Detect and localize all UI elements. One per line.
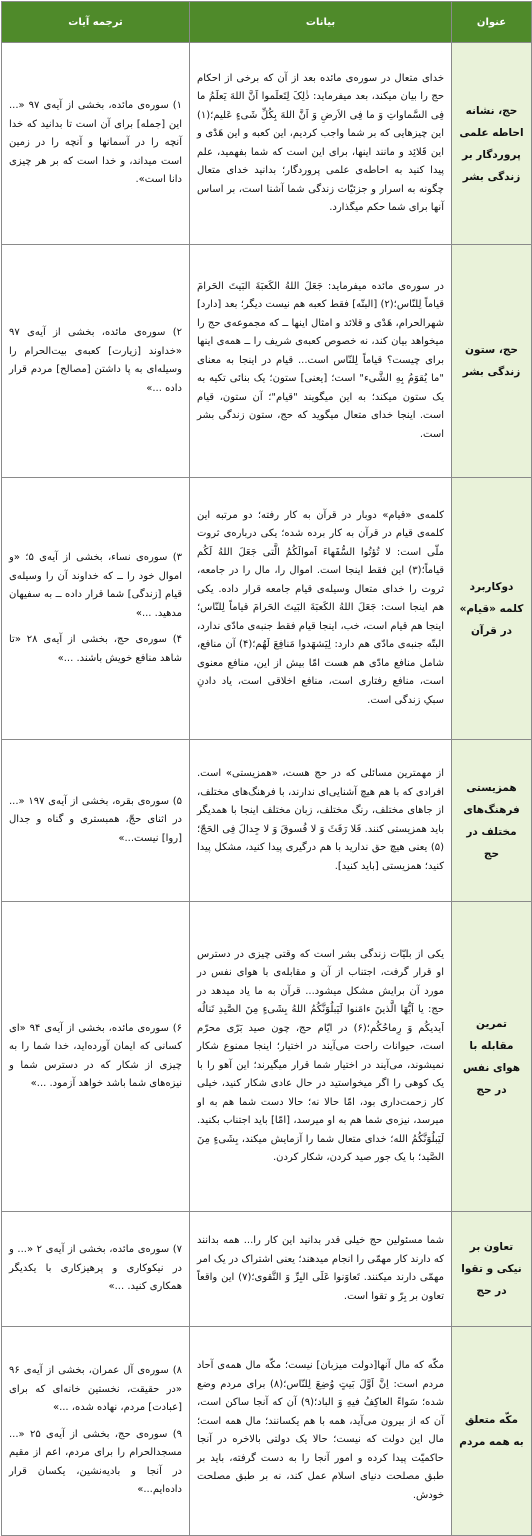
row-body: در سوره‌ی مائده میفرماید: جَعَلَ اللهُ الکَعبَةَ البَیتَ الحَرامَ قیاماً لِلنّاس؛(۲) [البتّه] فقط کعبه هم نیست دیگر؛ بعد [دارد] شهرالحرام، هَدْی و قلائد و امثال اینها ــ که مجموعه‌ی حج را میخواهد بیان کند، نه خصوص کعبه‌ی شریف را ــ همه‌ی اینها برای چیست؟ قیاماً لِلنّاس است... قیام در اینجا به معنای "ما یُقوَمُ بِهِ الشَّیء" است؛ [یعنی] ستون؛ یک بنائی تکیه به یک ستون میکند؛ به این میگویند "قیام"؛ آن ستون، قیام است. اینجا خدای متعال میگوید که حج، ستون زندگی بشر است.	[190, 245, 452, 478]
row-translation	[2, 1212, 190, 1327]
table-row	[2, 43, 532, 245]
table-row	[2, 902, 532, 1212]
row-title: حج، نشانه احاطه علمی پروردگار بر زندگی بشر	[452, 43, 532, 245]
row-body: شما مسئولین حج خیلی قدر بدانید این کار را... همه بدانند که دارند کار مهمّی را انجام میدهند؛ یعنی اشتراک در یک امر مهمّی دارند میکنند. تَعاوَنوا عَلَی البِرِّ وَ التَّقوی؛(۷) این واقعاً تعاون بر بِرّ و تقوا است.	[190, 1212, 452, 1327]
translation-entry: ۱) سوره‌ی مائده، بخشی از آیه‌ی ۹۷ «... این [جمله] برای آن است تا بدانید که خدا آنچه را در آسمانها و آنچه را در زمین است میداند، و خدا است که بر هر چیزی دانا است».	[9, 100, 182, 186]
header-row	[2, 2, 532, 43]
row-body: مکّه که مال آنها[دولت میزبان] نیست؛ مکّه مال همه‌ی آحاد مردم است: اِنَّ اَوَّلَ بَیتٍ وُضِعَ لِلنّاس؛(۸) برای مردم وضع شده؛ سَواءً العاکِفُ فیهِ وَ الباد؛(۹) آن که آنجا ساکن است، آن که از بیرون می‌آید، همه با هم یکسانند؛ مال همه است؛ مال این دولت که نیست؛ حالا یک دولتی بالاخره در آنجا حاکمیّت پیدا کرده و امور آنجا را به دست گرفته، باید بر طبق مصلحت دنیای اسلام عمل کند، نه بر طبق مصلحت خودش.	[190, 1327, 452, 1536]
row-body: از مهمترین مسائلی که در حج هست، «همزیستی» است. افرادی که با هم هیچ آشنایی‌ای ندارند، با فرهنگ‌های مختلف، از جاهای مختلف، رنگ مختلف، زبان مختلف اینجا با همدیگر باید همزیستی کنند. فَلا رَفَثَ وَ لا فُسوقَ وَ لا جِدالَ فِی الحَجّ؛(۵) یعنی هیچ حق ندارید با هم درگیری پیدا کنید، مشکل پیدا کنید؛ همزیستی [باید کنید].	[190, 740, 452, 902]
row-title: مکّه متعلق به همه مردم	[452, 1327, 532, 1536]
translation-entry: ۵) سوره‌ی بقره، بخشی از آیه‌ی ۱۹۷ «... در اثنای حجّ، همبستری و گناه و جدال [روا] نیست...»	[9, 795, 182, 844]
header-translation: ترجمه آیات	[2, 2, 190, 43]
row-translation	[2, 478, 190, 740]
table-row	[2, 1327, 532, 1536]
row-translation	[2, 1327, 190, 1536]
translation-entry: ۳) سوره‌ی نساء، بخشی از آیه‌ی ۵؛ «و اموال خود را ــ که خداوند آن را وسیله‌ی قیام [زندگی] شما قرار داده ــ به سفیهان مدهید. ...»	[9, 552, 182, 619]
translation-entry: ۸) سوره‌ی آل عمران، بخشی از آیه‌ی ۹۶ «در حقیقت، نخستین خانه‌ای که برای [عبادت] مردم، نهاده شده، ...»	[9, 1365, 182, 1414]
table-row	[2, 740, 532, 902]
row-title: دوکاربرد کلمه «قیام» در قرآن	[452, 478, 532, 740]
row-body: خدای متعال در سوره‌ی مائده بعد از آن که برخی از احکام حج را بیان میکند، بعد میفرماید: ذٰلِکَ لِتَعلَموا اَنَّ اللهَ یَعلَمُ ما فِی السَّماواتِ وَ ما فِی الاَرضِ وَ اَنَّ اللهَ بِکُلِّ شَیءٍ عَلیم؛(۱) این چیزهایی که بر شما واجب کردیم، این کعبه و این هَدْی و این قَلائِد و مانند اینها، برای این است که شما بفهمید، علم پیدا کنید به احاطه‌ی علمی پروردگار؛ بدانید خدای متعال چگونه به اسرار و جزئیّات زندگی شما آشنا است، بر اساس آنها برای شما حکم میگذارد.	[190, 43, 452, 245]
header-title: عنوان	[452, 2, 532, 43]
row-translation	[2, 740, 190, 902]
translation-entry: ۲) سوره‌ی مائده، بخشی از آیه‌ی ۹۷ «خداوند [زیارت] کعبه‌ی بیت‌الحرام را وسیله‌ای به پا داشتن [مصالح] مردم قرار داده ...»	[9, 327, 182, 394]
row-title: تعاون بر نیکی و تقوا در حج	[452, 1212, 532, 1327]
header-body: بیانات	[190, 2, 452, 43]
row-title: همزیستی فرهنگ‌های مختلف در حج	[452, 740, 532, 902]
row-translation	[2, 43, 190, 245]
table-row	[2, 478, 532, 740]
table-row	[2, 1212, 532, 1327]
row-body: یکی از بلیّات زندگی بشر است که وقتی چیزی در دسترس او قرار گرفت، اجتناب از آن و مقابله‌ی با هوای نفس در مورد آن برایش مشکل میشود... قرآن به ما یاد میدهد در حج: یا اَیُّهَا الَّذینَ ءامَنوا لَیَبلُوَنَّکُمُ اللهُ بِشَیءٍ مِنَ الصَّیدِ تَنالُه اَیدیکُم وَ رِماحُکُم؛(۶) در ایّام حج، چون صید بَرّی محرّم است، حیوانات راحت می‌آیند در اختیار؛ اینجا ممنوع شکار نمیشوند، می‌آیند در اختیار شما قرار میگیرند؛ این آهو را با یک کوهی را اگر میخواستید در حال عادی شکار کنید، خیلی کار زحمت‌داری بود، امّا حالا نه؛ حالا دست شما هم به او میرسد، نیزه‌ی شما هم به او میرسد، [امّا] باید اجتناب بکنید. لَیَبلُوَنَّکُمُ الله؛ خدای متعال شما را آزمایش میکند، بِشَیءٍ مِنَ الصَّید؛ با یک جور صید کردن، شکار کردن.	[190, 902, 452, 1212]
row-body: کلمه‌ی «قیام» دوبار در قرآن به کار رفته؛ دو مرتبه این کلمه‌ی قیام در قرآن به کار برده شده؛ یکی درباره‌ی ثروت ملّی است: لا تُؤتُوا السُّفَهاءَ اَموالَکُمُ الَّتی جَعَلَ اللهُ لَکُم قیاماً؛(۳) این فقط اینجا است. اموال را، مال را در جامعه، ثروت را خدای متعال وسیله‌ی قیام جامعه قرار داده. یکی هم اینجا است: جَعَلَ اللهُ الکَعبَةَ البَیتَ الحَرامَ قیاماً لِلنّاس؛ اینجا هم قیام است، خب، اینجا قیام فقط جنبه‌ی مادّی ندارد، البتّه جنبه‌ی مادّی هم دارد: لِیَشهَدوا مَنافِعَ لَهُم؛(۴) آن منافع، شامل منافع مادّی هم هست امّا بیش از این، منافع معنوی است، منافع رفتاری است، منافع اخلاقی است، یاد دادنِ سبکِ زندگی است.	[190, 478, 452, 740]
translation-entry: ۴) سوره‌ی حج، بخشی از آیه‌ی ۲۸ «تا شاهد منافع خویش باشند. ...»	[9, 634, 182, 664]
row-translation	[2, 245, 190, 478]
translation-entry: ۷) سوره‌ی مائده، بخشی از آیه‌ی ۲ «... و در نیکوکاری و پرهیزکاری با یکدیگر همکاری کنید. ...»	[9, 1244, 182, 1293]
translation-entry: ۹) سوره‌ی حج، بخشی از آیه‌ی ۲۵ «... مسجدالحرام را برای مردم، اعم از مقیم در آنجا و بادیه‌نشین، یکسان قرار داده‌ایم...»	[9, 1428, 182, 1496]
translation-entry: ۶) سوره‌ی مائده، بخشی از آیه‌ی ۹۴ «ای کسانی که ایمان آورده‌اید، خدا شما را به چیزی از شکار که در دسترس شما و نیزه‌های شما باشد خواهد آزمود. ...»	[9, 1022, 182, 1089]
row-title: حج، ستون زندگی بشر	[452, 245, 532, 478]
content-table	[1, 1, 532, 1536]
table-row	[2, 245, 532, 478]
row-translation	[2, 902, 190, 1212]
row-title: تمرین مقابله با هوای نفس در حج	[452, 902, 532, 1212]
